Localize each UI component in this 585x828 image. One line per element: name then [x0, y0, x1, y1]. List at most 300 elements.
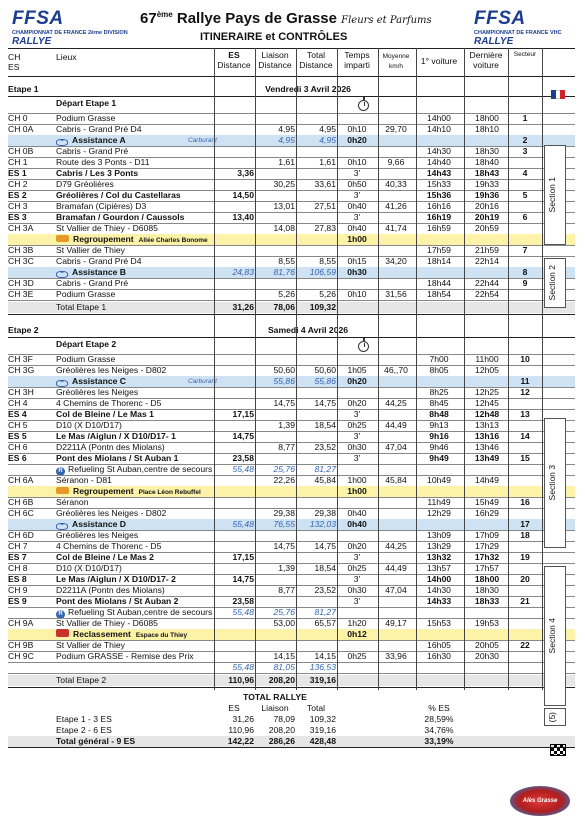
- liaison-distance: 8,77: [278, 585, 295, 595]
- last-car-time: 12h45: [475, 398, 499, 408]
- sector-number: 8: [522, 267, 528, 277]
- location-name: [56, 179, 114, 190]
- last-car-time: 18h40: [475, 157, 499, 167]
- assistance-icon: ~: [56, 380, 68, 387]
- itinerary-row: [8, 201, 575, 212]
- liaison-distance: 13,01: [273, 201, 295, 211]
- column-divider: [464, 48, 465, 690]
- itinerary-row: [8, 278, 575, 289]
- location-name: [56, 201, 146, 212]
- sector-number: 13: [520, 409, 530, 419]
- itinerary-row: [8, 475, 575, 486]
- total-distance: 18,54: [314, 563, 336, 573]
- liaison-distance: 5,26: [278, 289, 295, 299]
- location-text: St Vallier de Thiey: [56, 640, 125, 650]
- time-allowed: 3': [353, 453, 361, 463]
- itinerary-row: [8, 453, 575, 464]
- total-row-liaison: 208,20: [268, 725, 295, 735]
- section-label: (5): [547, 711, 557, 723]
- itinerary-row: [8, 640, 575, 651]
- location-name: [56, 190, 181, 201]
- location-text: Séranon: [56, 497, 89, 507]
- last-car-time: 12h05: [475, 365, 499, 375]
- time-allowed: 0h20: [347, 376, 367, 386]
- time-allowed: 3': [353, 596, 361, 606]
- total-distance: 1,61: [319, 157, 336, 167]
- total-row-pct: 33,19%: [424, 736, 454, 746]
- location-text: Podium Grasse: [56, 289, 116, 299]
- assistance-row: [8, 376, 575, 387]
- location-name: [56, 223, 158, 234]
- last-car-time: 20h59: [475, 223, 499, 233]
- first-car-time: 14h10: [427, 124, 451, 134]
- es-distance: 55,48: [232, 662, 254, 672]
- itinerary-row: [8, 552, 575, 563]
- total-distance: 14,15: [314, 651, 336, 661]
- control-code: ES 3: [8, 212, 27, 222]
- liaison-distance: 22,26: [273, 475, 295, 485]
- location-text: St Vallier de Thiey: [56, 245, 125, 255]
- control-code: CH 6A: [8, 475, 34, 485]
- location-name: [56, 245, 125, 256]
- control-code: CH 8: [8, 563, 28, 573]
- total-distance: 45,84: [314, 475, 336, 485]
- place-name: Espace du Thiey: [135, 632, 188, 639]
- location-name: [56, 475, 112, 486]
- location-text: Gréolières les Neiges - D802: [56, 365, 167, 375]
- column-divider: [508, 48, 509, 690]
- total-rallye-row: [8, 736, 575, 747]
- control-code: CH 4: [8, 398, 28, 408]
- sector-number: 4: [522, 168, 528, 178]
- total-distance: 14,75: [314, 398, 336, 408]
- location-name: [56, 212, 184, 223]
- liaison-distance: 30,25: [273, 179, 295, 189]
- column-divider: [337, 48, 338, 690]
- location-name: [56, 146, 128, 157]
- first-car-time: 14h30: [427, 585, 451, 595]
- location-text: Refueling St Auban,centre de secours: [68, 607, 213, 617]
- control-code: CH 2: [8, 179, 28, 189]
- location-name: [56, 420, 122, 431]
- last-car-time: 20h05: [475, 640, 499, 650]
- time-allowed: 1h00: [347, 475, 367, 485]
- last-car-time: 16h29: [475, 508, 499, 518]
- es-distance: 14,75: [232, 431, 254, 441]
- itinerary-row: [8, 409, 575, 420]
- location-text: 4 Chemins de Thorenc - D5: [56, 398, 162, 408]
- etape-total-row: [8, 302, 575, 313]
- total-row-es: 142,22: [227, 736, 254, 746]
- last-car-time: 13h16: [474, 431, 500, 441]
- first-car-time: 16h30: [427, 651, 451, 661]
- total-distance: 5,26: [319, 289, 336, 299]
- section-label: Section 1: [547, 177, 557, 213]
- liaison-distance: 4,95: [278, 135, 295, 145]
- first-car-time: 9h13: [429, 420, 449, 430]
- location-name: [56, 135, 126, 146]
- control-code: ES 1: [8, 168, 27, 178]
- location-name: [56, 354, 115, 365]
- total-distance: 106,59: [309, 267, 336, 277]
- itinerary-row: [8, 398, 575, 409]
- first-car-time: 15h33: [427, 179, 451, 189]
- location-name: [56, 387, 138, 398]
- location-text: Séranon - D81: [56, 475, 112, 485]
- total-distance: 29,38: [314, 508, 336, 518]
- liaison-distance: 50,60: [273, 365, 295, 375]
- location-name: [56, 508, 166, 519]
- sector-number: 11: [520, 376, 530, 386]
- total-row-pct: 34,76%: [424, 725, 454, 735]
- last-car-time: 12h48: [474, 409, 500, 419]
- col-lieux-header: Lieux: [56, 52, 77, 62]
- itinerary-row: [8, 387, 575, 398]
- first-car-time: 7h00: [429, 354, 449, 364]
- itinerary-row: [8, 442, 575, 453]
- itinerary-row: [8, 245, 575, 256]
- total-es: 110,96: [228, 675, 254, 685]
- first-car-time: 13h57: [427, 563, 451, 573]
- regroup-icon: [56, 235, 69, 242]
- fuel-note: Carburant: [188, 137, 217, 144]
- assistance-row: [8, 519, 575, 530]
- stopwatch-icon: [358, 100, 369, 111]
- sector-number: 10: [520, 354, 530, 364]
- last-car-time: 18h00: [475, 113, 499, 123]
- col-total-header: Total Distance: [299, 50, 333, 70]
- column-divider: [416, 48, 417, 690]
- first-car-time: 14h40: [427, 157, 451, 167]
- total-total-header: Total: [306, 703, 326, 713]
- time-allowed: 0h40: [347, 223, 367, 233]
- location-text: Podium Grasse: [56, 354, 116, 364]
- total-row-label: Etape 1 - 3 ES: [56, 714, 112, 724]
- location-name: [56, 267, 126, 278]
- location-text: Assistance B: [72, 267, 126, 277]
- location-text: Gréolières / Col du Castellaras: [56, 190, 181, 200]
- location-name: [56, 596, 178, 607]
- itinerary-row: [8, 168, 575, 179]
- sector-number: 17: [520, 519, 530, 529]
- section-label: Section 3: [547, 465, 557, 501]
- average-speed: 44,25: [385, 398, 407, 408]
- itinerary-row: [8, 365, 575, 376]
- stopwatch-icon: [358, 341, 369, 352]
- etape-total-label: Total Etape 1: [56, 302, 107, 312]
- time-allowed: 0h40: [347, 519, 367, 529]
- location-text: Podium Grasse: [56, 113, 116, 123]
- itinerary-row: [8, 256, 575, 267]
- average-speed: 40,33: [385, 179, 407, 189]
- first-car-time: 9h46: [429, 442, 449, 452]
- control-code: CH 0A: [8, 124, 34, 134]
- total-distance: 132,03: [309, 519, 336, 529]
- control-code: CH 6D: [8, 530, 34, 540]
- first-car-time: 18h54: [427, 289, 451, 299]
- control-code: ES 8: [8, 574, 27, 584]
- control-code: CH 0: [8, 113, 28, 123]
- first-car-time: 13h32: [426, 552, 452, 562]
- sector-number: 2: [522, 135, 528, 145]
- location-name: [56, 398, 161, 409]
- es-distance: 23,58: [232, 596, 254, 606]
- last-car-time: 11h00: [475, 354, 499, 364]
- location-text: Gréolières les Neiges: [56, 530, 139, 540]
- total-row-label: Total général - 9 ES: [56, 736, 136, 746]
- time-allowed: 0h20: [347, 541, 367, 551]
- average-speed: 49,17: [385, 618, 407, 628]
- location-name: [56, 98, 116, 109]
- sector-number: 15: [520, 453, 530, 463]
- first-car-time: 10h49: [427, 475, 451, 485]
- control-code: CH 6: [8, 442, 28, 452]
- location-text: Cabris - Grand Pré D4: [56, 256, 142, 266]
- control-code: ES 2: [8, 190, 27, 200]
- location-name: [56, 651, 194, 662]
- itinerary-row: [8, 420, 575, 431]
- itinerary-row: [8, 508, 575, 519]
- last-car-time: 18h10: [475, 124, 499, 134]
- liaison-distance: 14,75: [273, 398, 295, 408]
- itinerary-row: [8, 563, 575, 574]
- total-rallye-row: [8, 711, 575, 725]
- control-code: ES 9: [8, 596, 27, 606]
- first-car-time: 9h16: [429, 431, 449, 441]
- column-divider: [542, 48, 543, 690]
- last-car-time: 14h49: [475, 475, 499, 485]
- sector-number: 12: [520, 387, 530, 397]
- etape-label: Etape 2: [8, 325, 39, 335]
- control-code: ES 6: [8, 453, 27, 463]
- location-name: [56, 256, 142, 267]
- total-row-es: 31,26: [232, 714, 254, 724]
- liaison-distance: 14,15: [273, 651, 295, 661]
- location-text: Regroupement: [73, 234, 134, 244]
- regroup-row: [8, 486, 575, 497]
- location-name: [56, 124, 142, 135]
- location-name: [56, 376, 126, 387]
- total-distance: 18,54: [314, 420, 336, 430]
- total-row-es: 110,96: [228, 725, 254, 735]
- control-code: ES 5: [8, 431, 27, 441]
- es-distance: 55,48: [232, 464, 254, 474]
- column-divider: [378, 48, 379, 690]
- control-code: CH 9A: [8, 618, 34, 628]
- location-name: [56, 574, 176, 585]
- last-car-time: 13h13: [475, 420, 499, 430]
- control-code: CH 3F: [8, 354, 33, 364]
- control-code: CH 3C: [8, 256, 34, 266]
- location-text: St Vallier de Thiey - D6085: [56, 618, 158, 628]
- itinerary-row: [8, 497, 575, 508]
- average-speed: 44,49: [385, 420, 407, 430]
- col-first-car-header: 1° voiture: [420, 56, 458, 66]
- french-flag-icon: [551, 90, 565, 99]
- last-car-time: 17h09: [475, 530, 499, 540]
- location-text: Pont des Miolans / St Auban 1: [56, 453, 179, 463]
- col-moyenne-header: Moyenne km/h: [382, 53, 410, 70]
- location-text: D2211A (Pontn des Miolans): [56, 585, 165, 595]
- last-car-time: 22h54: [475, 289, 499, 299]
- sector-number: 22: [520, 640, 530, 650]
- control-code: CH 3E: [8, 289, 34, 299]
- location-name: [56, 541, 161, 552]
- liaison-distance: 55,86: [273, 376, 295, 386]
- control-code: CH 3: [8, 201, 28, 211]
- location-text: Le Mas /Aiglun / X D10/D17- 1: [56, 431, 176, 441]
- first-car-time: 8h45: [429, 398, 449, 408]
- location-name: [56, 365, 166, 376]
- section-5-box: [544, 708, 566, 726]
- liaison-distance: 53,00: [273, 618, 295, 628]
- liaison-distance: 25,76: [273, 464, 295, 474]
- assistance-row: [8, 135, 575, 146]
- pct-es-header: % ES: [428, 703, 450, 713]
- last-car-time: 19h33: [475, 179, 499, 189]
- itinerary-row: [8, 607, 575, 618]
- location-name: [56, 168, 138, 179]
- time-allowed: 1h00: [347, 234, 367, 244]
- last-car-time: 18h43: [474, 168, 500, 178]
- itinerary-row: [8, 339, 575, 350]
- time-allowed: 0h20: [347, 398, 367, 408]
- total-distance: 65,57: [314, 618, 336, 628]
- first-car-time: 9h49: [429, 453, 449, 463]
- es-distance: 14,75: [232, 574, 254, 584]
- itinerary-row: [8, 651, 575, 662]
- control-code: CH 7: [8, 541, 28, 551]
- location-text: St Vallier de Thiey - D6085: [56, 223, 158, 233]
- total-row-liaison: 78,09: [273, 714, 295, 724]
- average-speed: 41,26: [385, 201, 407, 211]
- total-distance: 4,95: [319, 124, 336, 134]
- reclassement-icon: [56, 629, 69, 637]
- location-name: [56, 563, 122, 574]
- time-allowed: 0h30: [347, 267, 367, 277]
- itinerary-row: [8, 124, 575, 135]
- location-text: Assistance D: [72, 519, 126, 529]
- control-code: CH 9C: [8, 651, 34, 661]
- control-code: ES 4: [8, 409, 27, 419]
- average-speed: 44,49: [385, 563, 407, 573]
- col-secteur-header: Secteur: [513, 51, 537, 58]
- time-allowed: 0h25: [347, 651, 367, 661]
- total-liaison-header: Liaison: [261, 703, 289, 713]
- itinerary-row: [8, 212, 575, 223]
- location-text: Bramafan / Gourdon / Caussols: [56, 212, 185, 222]
- last-car-time: 12h25: [475, 387, 499, 397]
- page-subtitle: ITINERAIRE et CONTRÔLES: [200, 31, 348, 43]
- control-code: CH 3H: [8, 387, 34, 397]
- assistance-icon: ~: [56, 523, 68, 530]
- sector-number: 5: [522, 190, 528, 200]
- last-car-time: 20h19: [474, 212, 500, 222]
- refuel-icon: R: [56, 610, 65, 619]
- last-car-time: 13h46: [475, 442, 499, 452]
- liaison-distance: 25,76: [273, 607, 295, 617]
- sector-number: 18: [520, 530, 530, 540]
- average-speed: 41,74: [385, 223, 407, 233]
- first-car-time: 8h25: [429, 387, 449, 397]
- control-code: CH 1: [8, 157, 28, 167]
- first-car-time: 17h59: [427, 245, 451, 255]
- total-row-total: 109,32: [309, 714, 336, 724]
- time-allowed: 1h20: [347, 618, 367, 628]
- location-text: D10 (X D10/D17): [56, 563, 122, 573]
- itinerary-row: [8, 574, 575, 585]
- total-distance: 23,52: [314, 442, 336, 452]
- location-name: [56, 442, 165, 453]
- first-car-time: 8h48: [429, 409, 449, 419]
- assistance-icon: ~: [56, 139, 68, 146]
- first-car-time: 13h09: [427, 530, 451, 540]
- time-allowed: 0h50: [347, 179, 367, 189]
- time-allowed: 0h10: [347, 289, 367, 299]
- last-car-time: 21h59: [475, 245, 499, 255]
- time-allowed: 0h40: [347, 508, 367, 518]
- average-speed: 46,,70: [384, 365, 408, 375]
- liaison-distance: 1,39: [278, 420, 295, 430]
- sector-number: 20: [520, 574, 530, 584]
- first-car-time: 14h43: [426, 168, 452, 178]
- last-car-time: 19h36: [474, 190, 500, 200]
- liaison-distance: 8,55: [278, 256, 295, 266]
- etape-date: Samedi 4 Avril 2026: [267, 325, 349, 335]
- total-distance: 27,51: [314, 201, 336, 211]
- time-allowed: 0h25: [347, 563, 367, 573]
- column-divider: [296, 48, 297, 690]
- col-liaison-header: Liaison Distance: [258, 50, 292, 70]
- total-row-total: 319,16: [309, 725, 336, 735]
- location-name: [56, 278, 128, 289]
- location-text: D79 Gréolières: [56, 179, 114, 189]
- total-rallye-row: [8, 725, 575, 736]
- time-allowed: 0h12: [347, 629, 367, 639]
- last-car-time: 17h57: [475, 563, 499, 573]
- location-text: Gréolières les Neiges: [56, 387, 139, 397]
- first-car-time: 12h29: [427, 508, 451, 518]
- sector-number: 21: [520, 596, 530, 606]
- section-label: Section 4: [547, 618, 557, 654]
- total-distance: 55,86: [314, 376, 336, 386]
- last-car-time: 22h14: [475, 256, 499, 266]
- first-car-time: 13h29: [427, 541, 451, 551]
- page-title: 67ème Rallye Pays de Grasse Fleurs et Parfums: [140, 10, 432, 27]
- total-rallye-title-row: [8, 692, 575, 703]
- liaison-distance: 81,76: [273, 267, 295, 277]
- time-allowed: 0h15: [347, 256, 367, 266]
- total-distance: 136,53: [309, 662, 336, 672]
- section-2-box: [544, 258, 566, 308]
- first-car-time: 18h14: [427, 256, 451, 266]
- last-car-time: 13h49: [474, 453, 500, 463]
- col-last-car-header: Dernière voiture: [469, 50, 503, 70]
- location-name: [56, 618, 158, 629]
- location-text: D10 (X D10/D17): [56, 420, 122, 430]
- time-allowed: 0h10: [347, 124, 367, 134]
- sector-number: 16: [520, 497, 530, 507]
- time-allowed: 0h25: [347, 420, 367, 430]
- total-distance: 50,60: [314, 365, 336, 375]
- time-allowed: 3': [353, 552, 361, 562]
- liaison-distance: 14,08: [273, 223, 295, 233]
- itinerary-row: [8, 223, 575, 234]
- location-text: Cabris / Les 3 Ponts: [56, 168, 139, 178]
- sector-number: 14: [520, 431, 530, 441]
- last-car-time: 18h00: [474, 574, 500, 584]
- location-name: [56, 409, 154, 420]
